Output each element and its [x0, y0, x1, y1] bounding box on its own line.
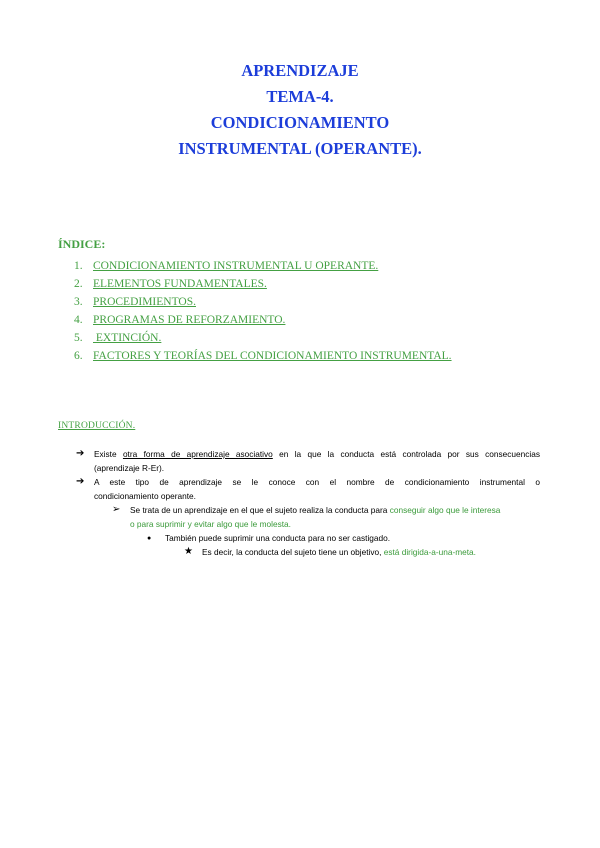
- index-item[interactable]: [74, 329, 452, 347]
- introduction-heading: INTRODUCCIÓN.: [58, 421, 136, 431]
- index-list: [74, 257, 452, 365]
- index-heading: ÍNDICE:: [58, 237, 106, 251]
- index-item-number: 3.: [74, 296, 83, 308]
- intro-bullet-5: [202, 545, 476, 559]
- arrow-bullet-icon: ➔: [76, 448, 85, 459]
- highlighted-text: conseguir algo que le interesa: [389, 505, 501, 515]
- title-line-1: APRENDIZAJE: [241, 61, 359, 80]
- index-item-link[interactable]: CONDICIONAMIENTO INSTRUMENTAL U OPERANTE.: [93, 260, 379, 272]
- index-item[interactable]: [74, 293, 452, 311]
- index-item[interactable]: [74, 311, 452, 329]
- index-item[interactable]: [74, 275, 452, 293]
- intro-bullet-3-line-2: o para suprimir y evitar algo que le molesta.: [130, 519, 291, 529]
- title-line-3: CONDICIONAMIENTO: [210, 113, 390, 132]
- intro-bullet-1-line-2: (aprendizaje R-Er).: [94, 463, 165, 473]
- index-item[interactable]: [74, 257, 452, 275]
- arrow-bullet-icon: ➔: [76, 476, 85, 487]
- index-item-number: 5.: [74, 332, 83, 344]
- index-item-number: 6.: [74, 350, 83, 362]
- title-line-4: INSTRUMENTAL (OPERANTE).: [178, 139, 422, 158]
- intro-bullet-2-line-1: A este tipo de aprendizaje se le conoce con el nombre de condicionamiento instrumental o: [94, 477, 540, 487]
- highlighted-text: está dirigida-a-una-meta.: [383, 547, 476, 557]
- intro-bullet-2-line-2: condicionamiento operante.: [94, 491, 196, 501]
- dot-bullet-icon: ●: [147, 535, 152, 542]
- index-item-link[interactable]: PROCEDIMIENTOS.: [93, 296, 196, 308]
- index-item-number: 1.: [74, 260, 83, 272]
- index-item-link[interactable]: EXTINCIÓN.: [93, 332, 162, 344]
- text-run: Existe: [94, 449, 123, 459]
- star-bullet-icon: ★: [184, 546, 193, 557]
- index-item-link[interactable]: ELEMENTOS FUNDAMENTALES.: [93, 278, 267, 290]
- text-run: en la que la conducta está controlada por sus consecuencias: [272, 449, 540, 459]
- triangle-bullet-icon: ➢: [112, 504, 121, 515]
- text-run: Se trata de un aprendizaje en el que el sujeto realiza la conducta para: [130, 505, 390, 515]
- underlined-text: otra forma de aprendizaje asociativo: [122, 449, 273, 459]
- title-line-2: TEMA-4.: [266, 87, 334, 106]
- text-run: Es decir, la conducta del sujeto tiene un objetivo,: [202, 547, 384, 557]
- intro-bullet-4: También puede suprimir una conducta para no ser castigado.: [165, 533, 391, 543]
- index-item[interactable]: [74, 347, 452, 365]
- intro-bullet-1-line-1: [94, 447, 540, 461]
- index-item-number: 4.: [74, 314, 83, 326]
- document-title: [0, 58, 600, 162]
- index-item-link[interactable]: PROGRAMAS DE REFORZAMIENTO.: [93, 314, 286, 326]
- index-item-number: 2.: [74, 278, 83, 290]
- intro-bullet-3-line-1: [130, 503, 500, 517]
- index-item-link[interactable]: FACTORES Y TEORÍAS DEL CONDICIONAMIENTO INSTRUMENTAL.: [93, 350, 452, 362]
